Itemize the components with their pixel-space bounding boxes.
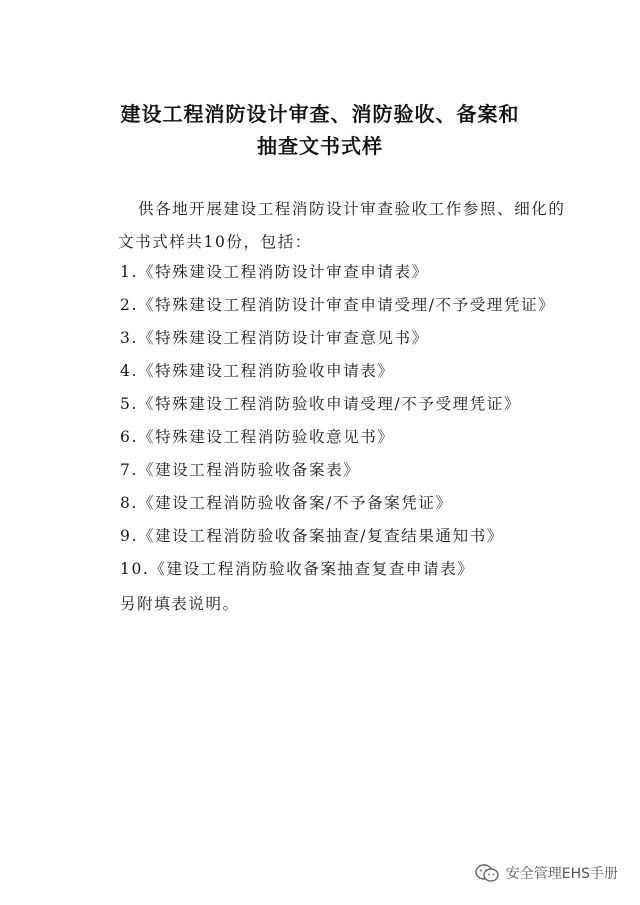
list-item: 10.《建设工程消防验收备案抽查复查申请表》 [120,560,475,578]
document-title-line1: 建设工程消防设计审查、消防验收、备案和 [120,102,520,126]
form-list [120,262,555,592]
list-item: 5.《特殊建设工程消防验收申请受理/不予受理凭证》 [120,395,522,413]
watermark [474,863,618,883]
list-item: 7.《建设工程消防验收备案表》 [120,461,361,479]
attachment-note: 另附填表说明。 [120,595,240,613]
wechat-official-account-icon [474,863,500,883]
list-item: 9.《建设工程消防验收备案抽查/复查结果通知书》 [120,527,504,545]
list-item: 1.《特殊建设工程消防设计审查申请表》 [120,263,429,281]
document-title-line2: 抽查文书式样 [257,134,383,158]
list-item: 8.《建设工程消防验收备案/不予备案凭证》 [120,494,453,512]
list-item: 4.《特殊建设工程消防验收申请表》 [120,362,395,380]
list-item: 3.《特殊建设工程消防设计审查意见书》 [120,329,429,347]
list-item: 6.《特殊建设工程消防验收意见书》 [120,428,395,446]
intro-line2: 文书式样共10份，包括： [118,233,312,251]
intro-line1: 供各地开展建设工程消防设计审查验收工作参照、细化的 [138,200,566,218]
list-item: 2.《特殊建设工程消防设计审查申请受理/不予受理凭证》 [120,296,556,314]
watermark-text: 安全管理EHS手册 [505,866,618,882]
